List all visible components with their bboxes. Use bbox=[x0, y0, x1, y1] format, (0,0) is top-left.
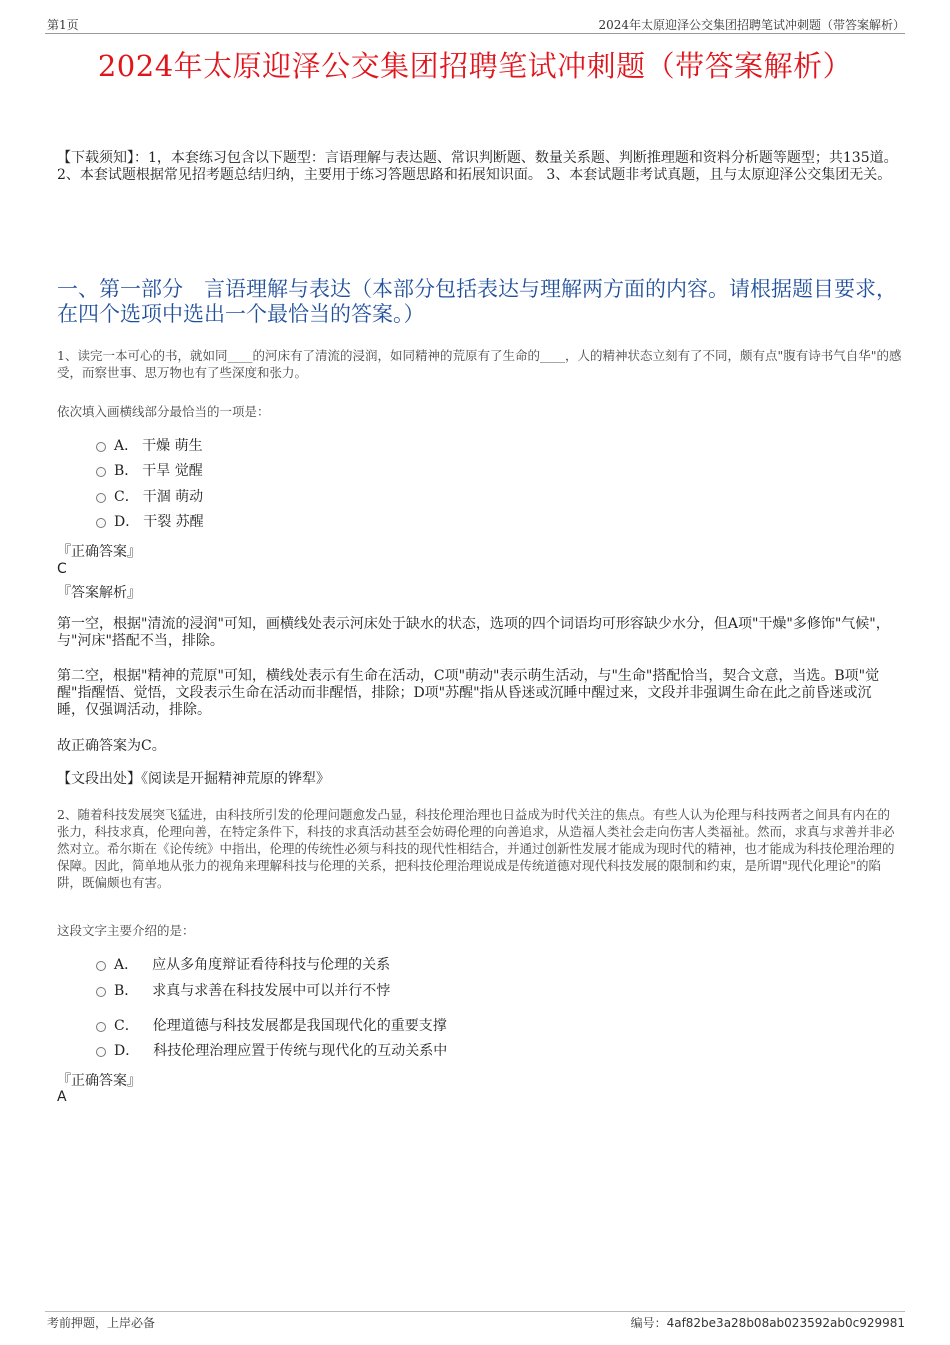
download-notice: 【下载须知】：1，本套练习包含以下题型：言语理解与表达题、常识判断题、数量关系题、判断推理题和资料分析题等题型；共135道。 2、本套试题根据常见招考题总结归纳，主要用于练习答题思路和拓展知识面。 3、本套试题非考试真题，且与太原迎泽公交集团无关。 bbox=[57, 150, 898, 183]
header-divider bbox=[45, 33, 905, 34]
question-1-prompt: 依次填入画横线部分最恰当的一项是： bbox=[57, 404, 270, 419]
question-1-text: 1、读完一本可心的书，就如同____的河床有了清流的浸润，如同精神的荒原有了生命的____，人的精神状态立刻有了不同，颇有点"腹有诗书气自华"的感受，而察世事、思万物也有了些深度和张力。 bbox=[57, 348, 902, 380]
radio-icon[interactable] bbox=[96, 467, 106, 477]
question-2-text: 2、随着科技发展突飞猛进，由科技所引发的伦理问题愈发凸显，科技伦理治理也日益成为时代关注的焦点。有些人认为伦理与科技两者之间具有内在的张力，科技求真，伦理向善，在特定条件下，科技的求真活动甚至会妨碍伦理的向善追求，从造福人类社会走向伤害人类福祉。然而，求真与求善并非必然对立。希尔斯在《论传统》中指出，伦理的传统性必须与科技的现代性相结合，并通过创新性发展才能成为现时代的精神，也才能成为科技伦理治理的保障。因此，简单地从张力的视角来理解科技与伦理的关系，把科技伦理治理说成是传统道德对现代科技发展的限制和约束，是所谓"现代化理论"的陷阱，既偏颇也有害。 bbox=[57, 807, 895, 890]
question-2-prompt: 这段文字主要介绍的是： bbox=[57, 923, 195, 938]
analysis-conclusion: 故正确答案为C。 bbox=[57, 738, 166, 754]
radio-icon[interactable] bbox=[96, 1022, 106, 1032]
radio-icon[interactable] bbox=[96, 518, 106, 528]
analysis-paragraph-2: 第二空，根据"精神的荒原"可知，横线处表示有生命在活动，C项"萌动"表示萌生活动，与"生命"搭配恰当，契合文意，当选。B项"觉醒"指醒悟、觉悟，文段表示生命在活动而非醒悟，排除；D项"苏醒"指从昏迷或沉睡中醒过来，文段并非强调生命在此之前昏迷或沉睡，仅强调活动，排除。 bbox=[57, 668, 880, 718]
question-1-option-a[interactable]: A． 干燥 萌生 bbox=[96, 436, 203, 456]
question-1-option-b[interactable]: B． 干旱 觉醒 bbox=[96, 461, 203, 481]
radio-icon[interactable] bbox=[96, 961, 106, 971]
analysis-label: 『答案解析』 bbox=[57, 585, 141, 601]
question-2-option-d[interactable]: D． 科技伦理治理应置于传统与现代化的互动关系中 bbox=[96, 1041, 447, 1061]
question-2-answer: A bbox=[57, 1089, 67, 1105]
answer-label: 『正确答案』 bbox=[57, 1073, 141, 1089]
analysis-paragraph-1: 第一空，根据"清流的浸润"可知，画横线处表示河床处于缺水的状态，选项的四个词语均可形容缺少水分，但A项"干燥"多修饰"气候"，与"河床"搭配不当，排除。 bbox=[57, 616, 890, 649]
document-title: 2024年太原迎泽公交集团招聘笔试冲刺题（带答案解析） bbox=[97, 49, 853, 83]
question-2-option-c[interactable]: C． 伦理道德与科技发展都是我国现代化的重要支撑 bbox=[96, 1016, 447, 1036]
radio-icon[interactable] bbox=[96, 493, 106, 503]
footer-slogan: 考前押题，上岸必备 bbox=[47, 1316, 156, 1330]
footer-divider bbox=[45, 1311, 905, 1312]
section-heading: 一、第一部分 言语理解与表达（本部分包括表达与理解两方面的内容。请根据题目要求，在四个选项中选出一个最恰当的答案。） bbox=[57, 277, 897, 326]
question-2-option-a[interactable]: A． 应从多角度辩证看待科技与伦理的关系 bbox=[96, 955, 390, 975]
page-number: 第1页 bbox=[47, 18, 79, 32]
running-title: 2024年太原迎泽公交集团招聘笔试冲刺题（带答案解析） bbox=[598, 18, 905, 32]
radio-icon[interactable] bbox=[96, 442, 106, 452]
radio-icon[interactable] bbox=[96, 1047, 106, 1057]
answer-label: 『正确答案』 bbox=[57, 544, 141, 560]
question-1-option-c[interactable]: C． 干涸 萌动 bbox=[96, 487, 203, 507]
question-1-answer: C bbox=[57, 561, 67, 577]
question-2-option-b[interactable]: B． 求真与求善在科技发展中可以并行不悖 bbox=[96, 981, 390, 1001]
document-code: 编号：4af82be3a28b08ab023592ab0c929981 bbox=[630, 1316, 905, 1330]
radio-icon[interactable] bbox=[96, 987, 106, 997]
question-1-option-d[interactable]: D． 干裂 苏醒 bbox=[96, 512, 204, 532]
source-citation: 【文段出处】《阅读是开掘精神荒原的铧犁》 bbox=[57, 771, 330, 787]
